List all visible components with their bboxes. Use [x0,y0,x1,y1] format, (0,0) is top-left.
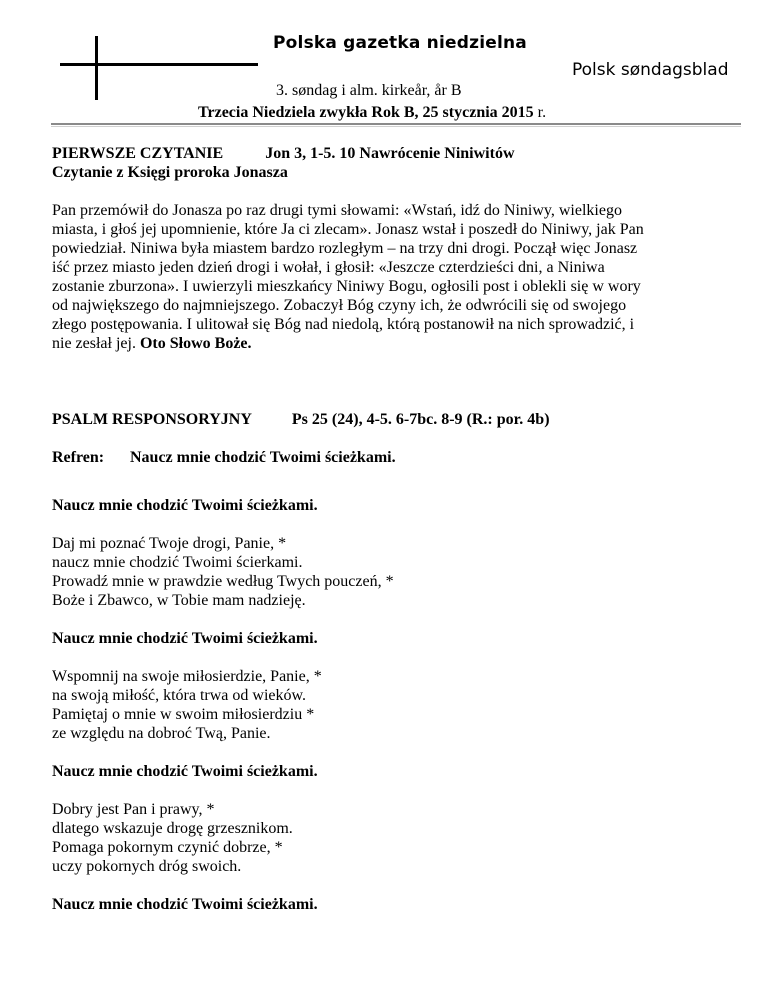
reading-source: Czytanie z Księgi proroka Jonasza [52,164,288,181]
cross-icon-horizontal [60,63,258,66]
reading-line [52,334,742,353]
psalm-label: PSALM RESPONSORYJNY [52,411,252,428]
psalm-stanza-1 [52,534,742,610]
stanza-line: Daj mi poznać Twoje drogi, Panie, * [52,535,287,552]
psalm-reference: Ps 25 (24), 4-5. 6-7bc. 8-9 (R.: por. 4b) [291,411,550,428]
refrain-label: Refren: [52,449,105,466]
stanza-line: uczy pokornych dróg swoich. [52,858,242,875]
cross-icon-vertical [95,36,98,100]
psalm-refrain [52,448,742,467]
main-content [52,144,742,914]
reading-last-line: nie zesłał jej. [52,335,140,352]
stanza-line: Pamiętaj o mnie w swoim miłosierdziu * [52,706,315,723]
psalm-response: Naucz mnie chodzić Twoimi ścieżkami. [52,763,318,780]
title-norwegian: Polsk søndagsblad [572,60,729,80]
reading-line: od największego do najmniejszego. Zobaczył Bóg czyny ich, że odwrócili się od swojego [52,297,627,314]
psalm-response: Naucz mnie chodzić Twoimi ścieżkami. [52,630,318,647]
reading-line: złego postępowania. I ulitował się Bóg nad niedolą, którą postanowił na nich sprowadzić, i [52,316,635,333]
header-divider-shadow [51,126,741,127]
subtitle-norwegian: 3. søndag i alm. kirkeår, år B [276,82,462,99]
psalm-response: Naucz mnie chodzić Twoimi ścieżkami. [52,896,318,913]
stanza-line: Boże i Zbawco, w Tobie mam nadzieję. [52,592,306,609]
header-divider [51,123,741,125]
stanza-line: dlatego wskazuje drogę grzesznikom. [52,820,293,837]
stanza-line: naucz mnie chodzić Twoimi ścierkami. [52,554,303,571]
psalm-stanza-2 [52,667,742,743]
subtitle-polish-text: Trzecia Niedziela zwykła Rok B, 25 stycznia 2015 [198,104,534,121]
psalm-stanza-3 [52,800,742,876]
psalm-response: Naucz mnie chodzić Twoimi ścieżkami. [52,497,318,514]
psalm-heading [52,410,742,429]
reading-text [52,201,742,353]
stanza-line: Pomaga pokornym czynić dobrze, * [52,839,283,856]
title-polish: Polska gazetka niedzielna [273,33,527,53]
stanza-line: Wspomnij na swoje miłosierdzie, Panie, * [52,668,322,685]
refrain-text: Naucz mnie chodzić Twoimi ścieżkami. [130,449,396,466]
subtitle-polish-suffix: r. [533,104,547,121]
reading-line: zostanie zburzona». I uwierzyli mieszkańcy Niniwy Bogu, ogłosili post i oblekli się w wory [52,278,641,295]
reading-line: miasta, i głoś jej upomnienie, które Ja ci zlecam». Jonasz wstał i poszedł do Niniwy, jak Pan [52,221,644,238]
reading-closing: Oto Słowo Boże. [139,335,252,352]
reading-line: iść przez miasto jeden dzień drogi i wołał, i głosił: «Jeszcze czterdzieści dni, a Niniwa [52,259,605,276]
reading-reference: Jon 3, 1-5. 10 Nawrócenie Niniwitów [265,145,515,162]
stanza-line: ze względu na dobroć Twą, Panie. [52,725,271,742]
subtitle-polish [198,104,546,122]
reading-label: PIERWSZE CZYTANIE [52,145,224,162]
stanza-line: Prowadź mnie w prawdzie według Twych pouczeń, * [52,573,394,590]
stanza-line: Dobry jest Pan i prawy, * [52,801,215,818]
reading-line: Pan przemówił do Jonasza po raz drugi tymi słowami: «Wstań, idź do Niniwy, wielkiego [52,202,622,219]
reading-line: powiedział. Niniwa była miastem bardzo rozległym – na trzy dni drogi. Począł więc Jonasz [52,240,638,257]
stanza-line: na swoją miłość, która trwa od wieków. [52,687,307,704]
reading-heading [52,144,742,163]
